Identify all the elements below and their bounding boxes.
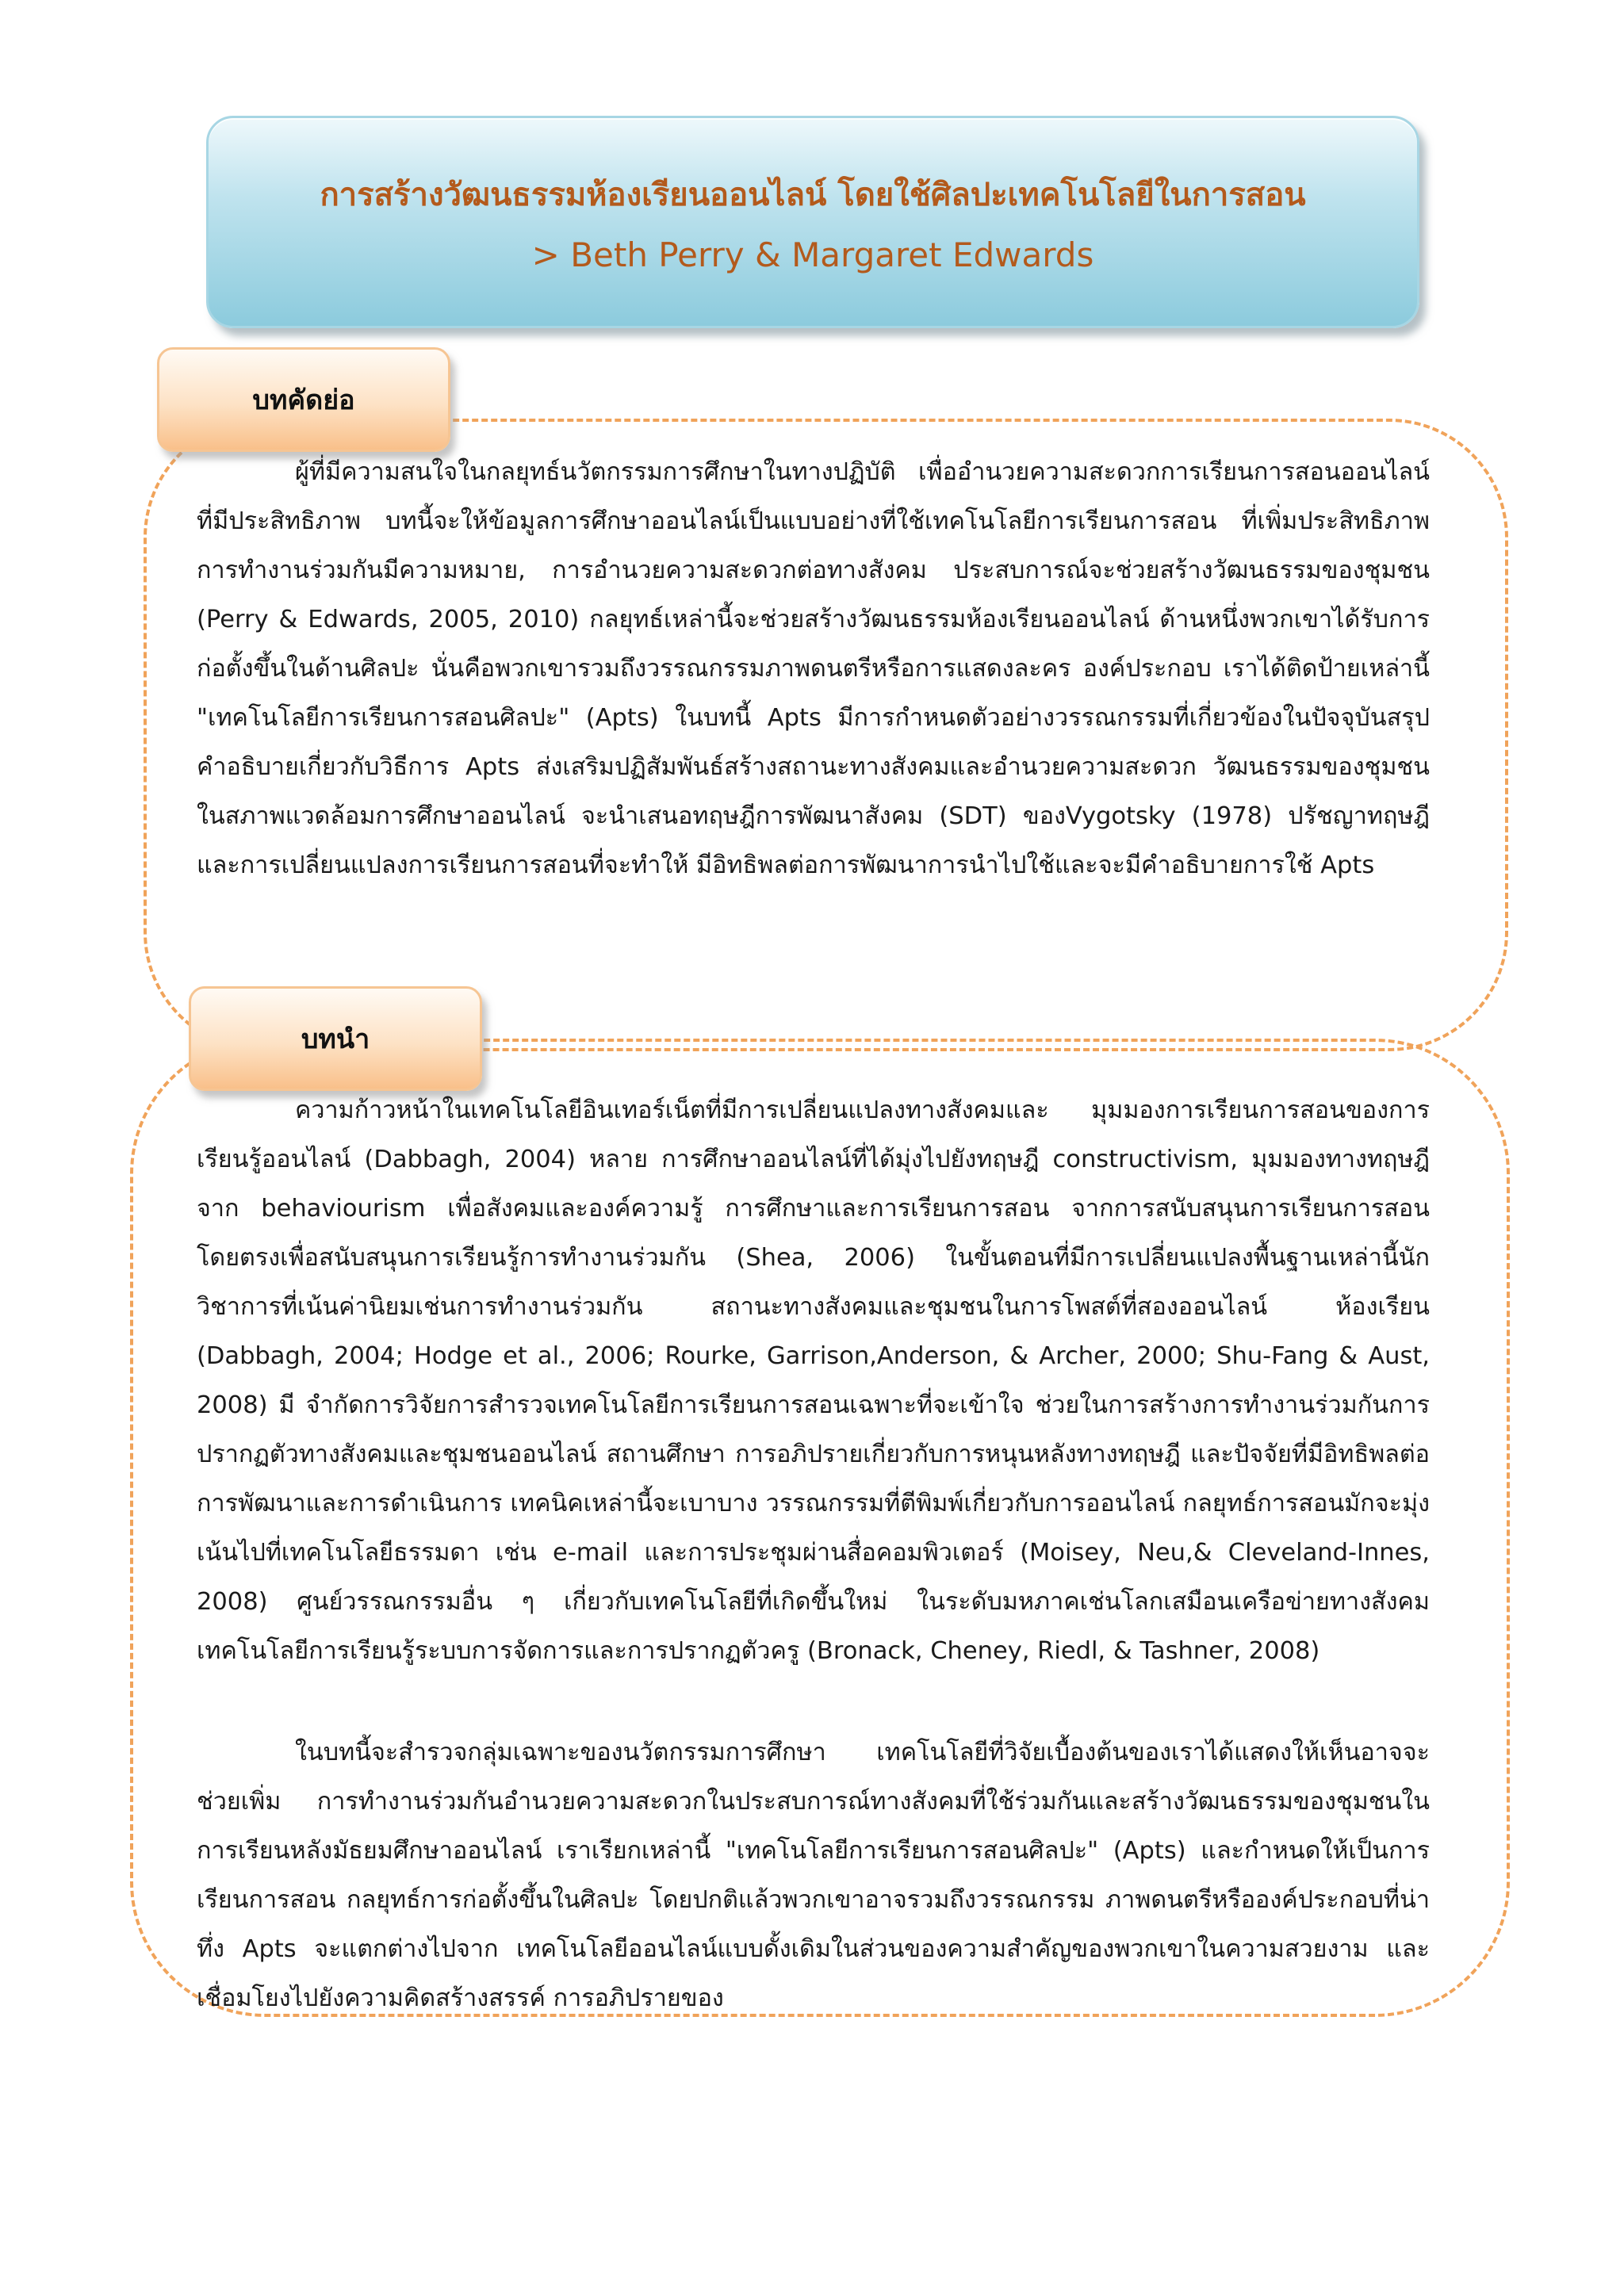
introduction-heading-label: บทนำ (301, 1024, 370, 1055)
introduction-heading (189, 986, 482, 1091)
introduction-paragraph-2: ในบทนี้จะสำรวจกลุ่มเฉพาะของนวัตกรรมการศึกษา เทคโนโลยีที่วิจัยเบื้องต้นของเราได้แสดงให้เห็นอาจจะช่วยเพิ่ม การทำงานร่วมกันอำนวยความสะดวกในประสบการณ์ทางสังคมที่ใช้ร่วมกันและสร้างวัฒนธรรมของชุมชนในการเรียนหลังมัธยมศึกษาออนไลน์ เราเรียกเหล่านี้ "เทคโนโลยีการเรียนการสอนศิลปะ" (Apts) และกำหนดให้เป็นการเรียนการสอน กลยุทธ์การก่อตั้งขึ้นในศิลปะ โดยปกติแล้วพวกเขาอาจรวมถึงวรรณกรรม ภาพดนตรีหรือองค์ประกอบที่น่าทึ่ง Apts จะแตกต่างไปจาก เทคโนโลยีออนไลน์แบบดั้งเดิมในส่วนของความสำคัญของพวกเขาในความสวยงาม และเชื่อมโยงไปยังความคิดสร้างสรรค์ การอภิปรายของ (197, 1739, 1430, 2012)
document-authors: > Beth Perry & Margaret Edwards (531, 235, 1094, 274)
abstract-heading-label: บทคัดย่อ (252, 385, 355, 416)
introduction-paragraph-1: ความก้าวหน้าในเทคโนโลยีอินเทอร์เน็ตที่มีการเปลี่ยนแปลงทางสังคมและ มุมมองการเรียนการสอนของการเรียนรู้ออนไลน์ (Dabbagh, 2004) หลาย การศึกษาออนไลน์ที่ได้มุ่งไปยังทฤษฎี constructivism, มุมมองทางทฤษฎีจาก behaviourism เพื่อสังคมและองค์ความรู้ การศึกษาและการเรียนการสอน จากการสนับสนุนการเรียนการสอนโดยตรงเพื่อสนับสนุนการเรียนรู้การทำงานร่วมกัน (Shea, 2006) ในขั้นตอนที่มีการเปลี่ยนแปลงพื้นฐานเหล่านี้นักวิชาการที่เน้นค่านิยมเช่นการทำงานร่วมกัน สถานะทางสังคมและชุมชนในการโพสต์ที่สองออนไลน์ ห้องเรียน (Dabbagh, 2004; Hodge et al., 2006; Rourke, Garrison,Anderson, & Archer, 2000; Shu-Fang & Aust, 2008) มี จำกัดการวิจัยการสำรวจเทคโนโลยีการเรียนการสอนเฉพาะที่จะเข้าใจ ช่วยในการสร้างการทำงานร่วมกันการปรากฏตัวทางสังคมและชุมชนออนไลน์ สถานศึกษา การอภิปรายเกี่ยวกับการหนุนหลังทางทฤษฎี และปัจจัยที่มีอิทธิพลต่อการพัฒนาและการดำเนินการ เทคนิคเหล่านี้จะเบาบาง วรรณกรรมที่ตีพิมพ์เกี่ยวกับการออนไลน์ กลยุทธ์การสอนมักจะมุ่งเน้นไปที่เทคโนโลยีธรรมดา เช่น e-mail และการประชุมผ่านสื่อคอมพิวเตอร์ (Moisey, Neu,& Cleveland-Innes, 2008) ศูนย์วรรณกรรมอื่น ๆ เกี่ยวกับเทคโนโลยีที่เกิดขึ้นใหม่ ในระดับมหภาคเช่นโลกเสมือนเครือข่ายทางสังคมเทคโนโลยีการเรียนรู้ระบบการจัดการและการปรากฏตัวครู (Bronack, Cheney, Riedl, & Tashner, 2008) (197, 1096, 1430, 1665)
abstract-paragraph: ผู้ที่มีความสนใจในกลยุทธ์นวัตกรรมการศึกษาในทางปฏิบัติ เพื่ออำนวยความสะดวกการเรียนการสอนออนไลน์ที่มีประสิทธิภาพ บทนี้จะให้ข้อมูลการศึกษาออนไลน์เป็นแบบอย่างที่ใช้เทคโนโลยีการเรียนการสอน ที่เพิ่มประสิทธิภาพการทำงานร่วมกันมีความหมาย, การอำนวยความสะดวกต่อทางสังคม ประสบการณ์จะช่วยสร้างวัฒนธรรมของชุมชน (Perry & Edwards, 2005, 2010) กลยุทธ์เหล่านี้จะช่วยสร้างวัฒนธรรมห้องเรียนออนไลน์ ด้านหนึ่งพวกเขาได้รับการก่อตั้งขึ้นในด้านศิลปะ นั่นคือพวกเขารวมถึงวรรณกรรมภาพดนตรีหรือการแสดงละคร องค์ประกอบ เราได้ติดป้ายเหล่านี้ "เทคโนโลยีการเรียนการสอนศิลปะ" (Apts) ในบทนี้ Apts มีการกำหนดตัวอย่างวรรณกรรมที่เกี่ยวข้องในปัจจุบันสรุป คำอธิบายเกี่ยวกับวิธีการ Apts ส่งเสริมปฏิสัมพันธ์สร้างสถานะทางสังคมและอำนวยความสะดวก วัฒนธรรมของชุมชนในสภาพแวดล้อมการศึกษาออนไลน์ จะนำเสนอทฤษฎีการพัฒนาสังคม (SDT) ของVygotsky (1978) ปรัชญาทฤษฎีและการเปลี่ยนแปลงการเรียนการสอนที่จะทำให้ มีอิทธิพลต่อการพัฒนาการนำไปใช้และจะมีคำอธิบายการใช้ Apts (197, 458, 1430, 879)
abstract-heading (157, 347, 450, 452)
document-title: การสร้างวัฒนธรรมห้องเรียนออนไลน์ โดยใช้ศิลปะเทคโนโลยีในการสอน (320, 177, 1306, 213)
title-banner (206, 116, 1419, 328)
